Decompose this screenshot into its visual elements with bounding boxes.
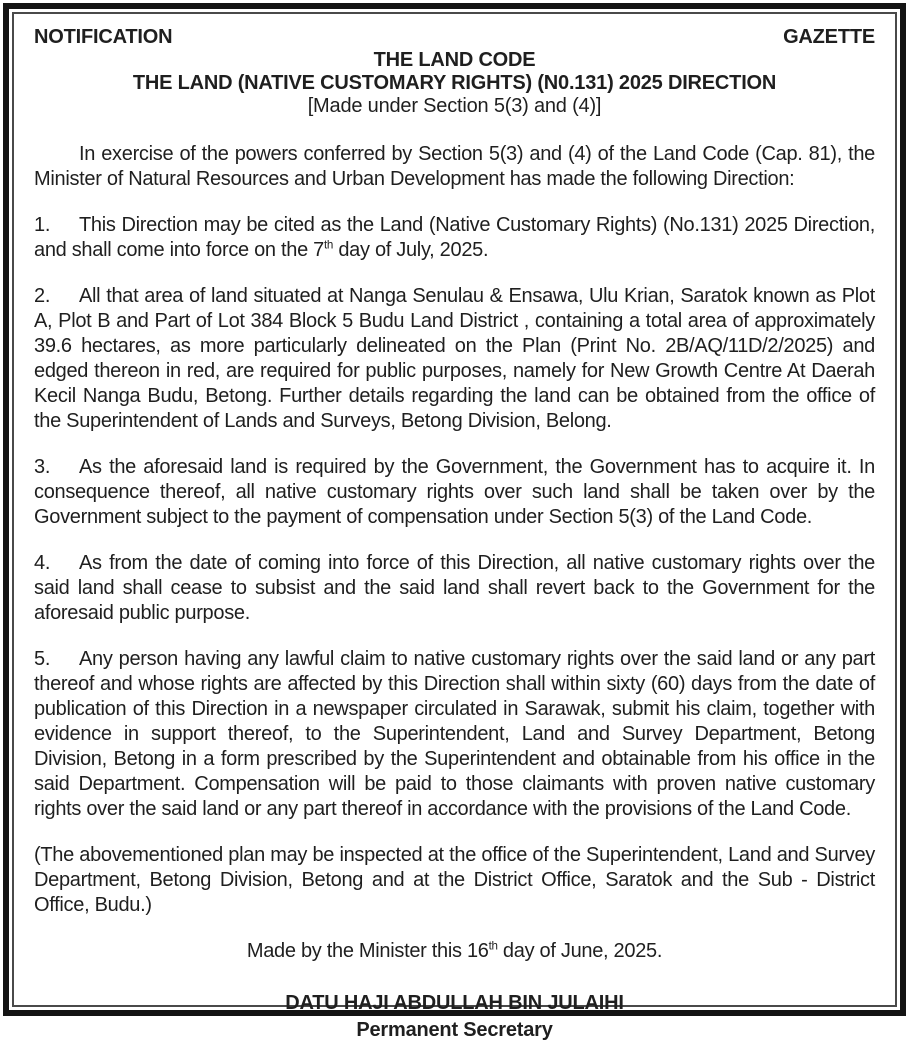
signatory-name: DATU HAJI ABDULLAH BIN JULAIHI [285, 992, 624, 1014]
clause-number: 2. [34, 285, 51, 307]
clause-paragraph: 5. Any person having any lawful claim to native customary rights over the said land or any part thereof and whose rights are affected by this Direction shall within sixty (60) days from the date of publication of this Direction in a newspaper circulated in Sarawak, submit his claim, together with evidence in support thereof, to the Superintendent, Land and Survey Department, Betong Division, Betong in a form prescribed by the Superintendent and obtainable from his office in the said Department. Compensation will be paid to those claimants with proven native customary rights over the said land or any part thereof in accordance with the provisions of the Land Code. [34, 648, 875, 820]
clause-paragraph: 2. All that area of land situated at Nanga Senulau & Ensawa, Ulu Krian, Saratok known as Plot A, Plot B and Part of Lot 384 Block 5 Budu Land District , containing a total area of approximately 39.6 hectares, as more particularly delineated on the Plan (Print No. 2B/AQ/11D/2/2025) and edged thereon in red, are required for public purposes, namely for New Growth Centre At Daerah Kecil Nanga Budu, Betong. Further details regarding the land can be obtained from the office of the Superintendent of Lands and Surveys, Betong Division, Belong. [34, 285, 875, 432]
clause-paragraph: 3. As the aforesaid land is required by the Government, the Government has to acquire it. In consequence thereof, all native customary rights over such land shall be taken over by the Government subject to the payment of compensation under Section 5(3) of the Land Code. [34, 456, 875, 528]
clause-number: 5. [34, 648, 51, 670]
document-outer-border [3, 3, 906, 1041]
title-line: [Made under Section 5(3) and (4)] [307, 95, 602, 117]
clause-number: 1. [34, 214, 51, 236]
document-inner-border [12, 12, 897, 1041]
made-by-line: Made by the Minister this 16th day of June, 2025. [246, 939, 663, 962]
clause-number: 4. [34, 552, 51, 574]
title-line: THE LAND CODE [373, 49, 536, 71]
clause-paragraph: 4. As from the date of coming into force of this Direction, all native customary rights over the said land shall cease to subsist and the said land shall revert back to the Government for the aforesaid public purpose. [34, 552, 875, 624]
header-gazette-label: GAZETTE [783, 26, 875, 48]
ordinal-superscript: th [488, 939, 498, 953]
clause-paragraph: 1. This Direction may be cited as the Land (Native Customary Rights) (No.131) 2025 Direction, and shall come into force on the 7th day of July, 2025. [34, 214, 875, 261]
paragraph: In exercise of the powers conferred by Section 5(3) and (4) of the Land Code (Cap. 81), the Minister of Natural Resources and Urban Development has made the following Direction: [34, 143, 875, 190]
ordinal-superscript: th [324, 238, 334, 252]
clause-number: 3. [34, 456, 51, 478]
title-line: THE LAND (NATIVE CUSTOMARY RIGHTS) (N0.131) 2025 DIRECTION [132, 72, 777, 94]
title-block [34, 49, 875, 118]
paragraph: (The abovementioned plan may be inspected at the office of the Superintendent, Land and Survey Department, Betong Division, Betong and at the District Office, Saratok and the Sub - District Office, Budu.) [34, 844, 875, 916]
signatory-title: Permanent Secretary [356, 1019, 553, 1041]
body-paragraphs [34, 142, 875, 918]
signature-block [34, 990, 875, 1044]
header-row [34, 26, 875, 48]
header-notification-label: NOTIFICATION [34, 26, 173, 48]
